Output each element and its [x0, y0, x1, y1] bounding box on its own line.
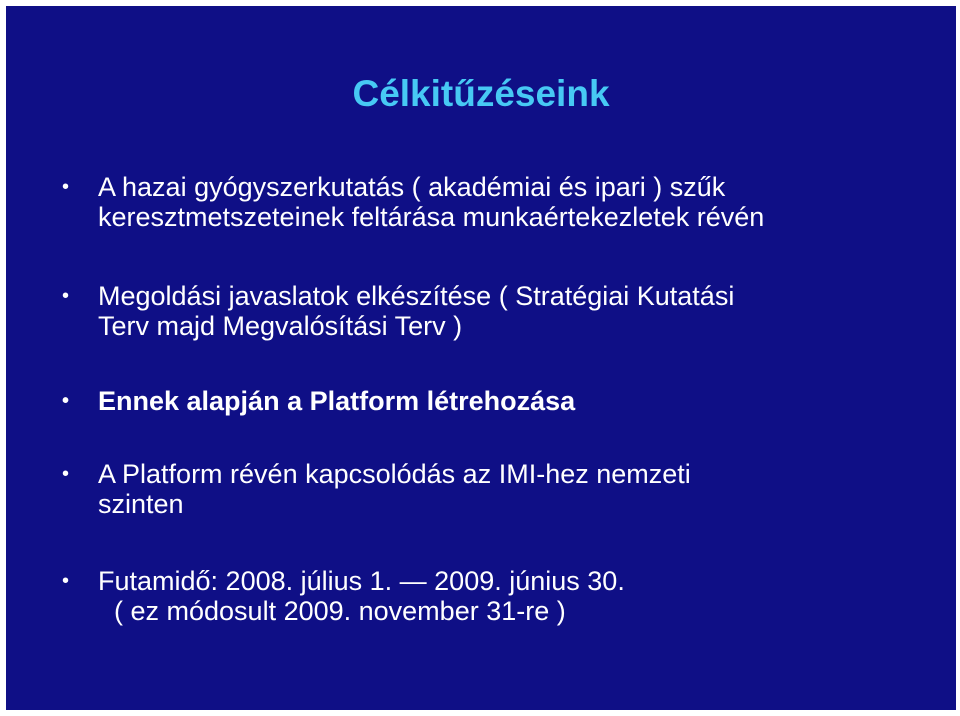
- bullet-dot-icon: •: [62, 570, 70, 592]
- bullet-item: [48, 566, 928, 630]
- bullet-line: Ennek alapján a Platform létrehozása: [98, 386, 576, 416]
- bullet-item: [48, 172, 928, 236]
- slide-title: Célkitűzéseink: [352, 73, 610, 114]
- bullet-item: [48, 386, 928, 418]
- slide: [6, 6, 956, 710]
- bullet-dot-icon: •: [62, 390, 70, 412]
- bullet-dot-icon: •: [62, 285, 70, 307]
- bullet-item: [48, 459, 928, 523]
- bullet-line: A Platform révén kapcsolódás az IMI-hez nemzeti: [98, 459, 691, 489]
- bullet-dot-icon: •: [62, 463, 70, 485]
- bullet-line: szinten: [98, 489, 184, 519]
- bullet-item: [48, 281, 928, 345]
- bullet-dot-icon: •: [62, 176, 70, 198]
- bullet-line: Megoldási javaslatok elkészítése ( Stratégiai Kutatási: [98, 281, 735, 311]
- bullet-line: Terv majd Megvalósítási Terv ): [98, 311, 463, 341]
- bullet-text: [98, 566, 918, 626]
- bullet-line: ( ez módosult 2009. november 31-re ): [114, 596, 566, 626]
- bullet-line: keresztmetszeteinek feltárása munkaértekezletek révén: [98, 202, 765, 232]
- bullet-line: A hazai gyógyszerkutatás ( akadémiai és ipari ) szűk: [98, 172, 726, 202]
- bullet-text: [98, 281, 918, 341]
- bullet-line: Futamidő: 2008. július 1. — 2009. június 30.: [98, 566, 625, 596]
- bullet-text: [98, 459, 918, 519]
- bullet-text: [98, 386, 918, 416]
- bullet-text: [98, 172, 918, 232]
